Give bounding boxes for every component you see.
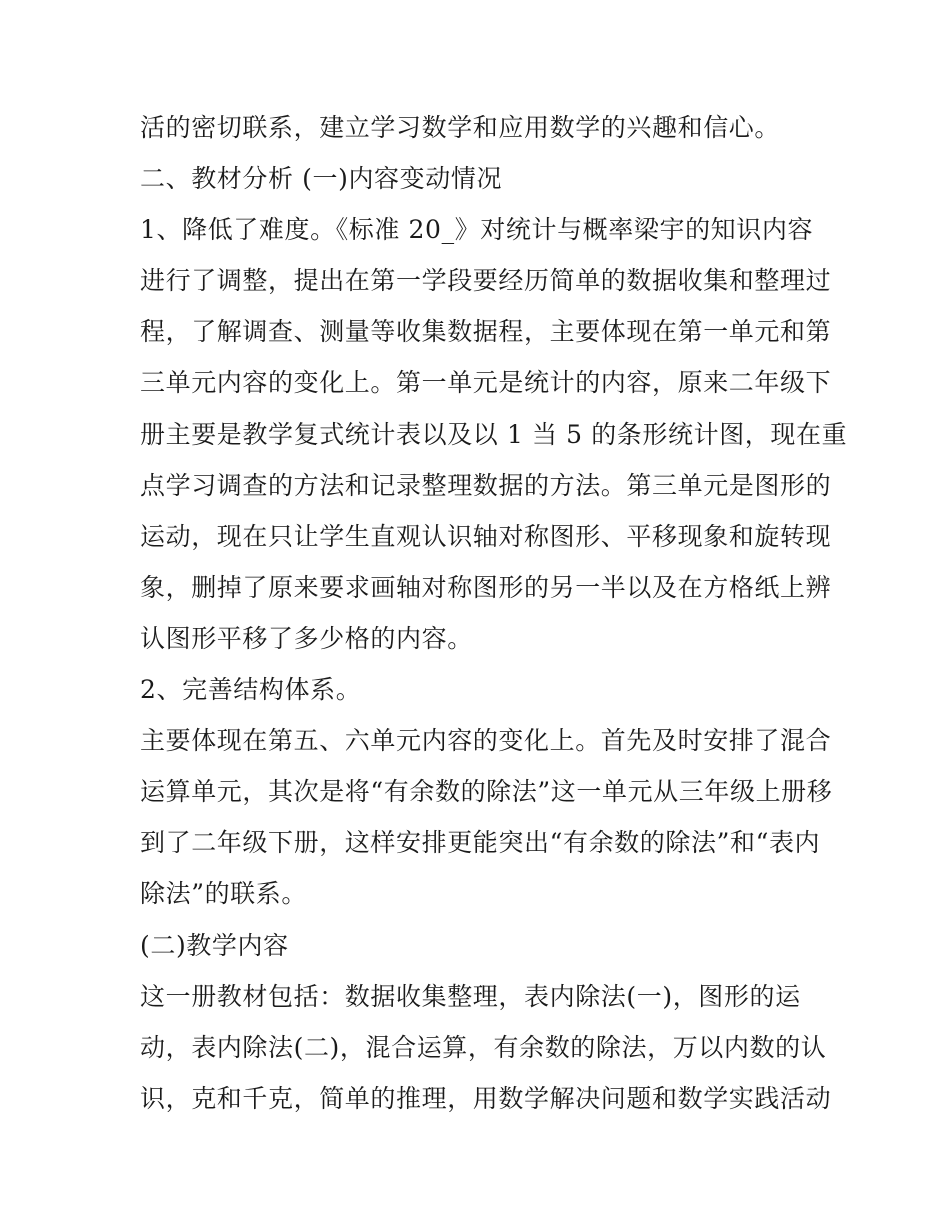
text-line: 1、降低了难度。《标准 20_》对统计与概率梁宇的知识内容	[140, 215, 814, 245]
section-heading: (二)教学内容	[140, 930, 289, 960]
text-line: 识，克和千克，简单的推理，用数学解决问题和数学实践活动	[140, 1083, 832, 1113]
text-line: 动，表内除法(二)，混合运算，有余数的除法，万以内数的认	[140, 1032, 827, 1062]
text-line: 进行了调整，提出在第一学段要经历简单的数据收集和整理过	[140, 266, 832, 296]
text-line: 到了二年级下册，这样安排更能突出“有余数的除法”和“表内	[140, 828, 821, 858]
section-heading: 二、教材分析 (一)内容变动情况	[140, 164, 503, 194]
text-line: 除法”的联系。	[140, 879, 307, 909]
text-line: 认图形平移了多少格的内容。	[140, 623, 473, 653]
text-line: 点学习调查的方法和记录整理数据的方法。第三单元是图形的	[140, 470, 832, 500]
document-body	[140, 102, 848, 1124]
subheading: 2、完善结构体系。	[140, 675, 362, 705]
text-line: 主要体现在第五、六单元内容的变化上。首先及时安排了混合	[140, 726, 832, 756]
text-line: 运算单元，其次是将“有余数的除法”这一单元从三年级上册移	[140, 777, 833, 807]
text-line: 象，删掉了原来要求画轴对称图形的另一半以及在方格纸上辨	[140, 572, 832, 602]
text-line: 程，了解调查、测量等收集数据程，主要体现在第一单元和第	[140, 317, 832, 347]
text-line: 三单元内容的变化上。第一单元是统计的内容，原来二年级下	[140, 368, 832, 398]
text-line: 活的密切联系，建立学习数学和应用数学的兴趣和信心。	[140, 113, 781, 142]
text-line: 这一册教材包括：数据收集整理，表内除法(一)，图形的运	[140, 981, 801, 1011]
text-line: 运动，现在只让学生直观认识轴对称图形、平移现象和旋转现	[140, 521, 832, 551]
text-line: 册主要是教学复式统计表以及以 1 当 5 的条形统计图，现在重	[140, 419, 848, 449]
